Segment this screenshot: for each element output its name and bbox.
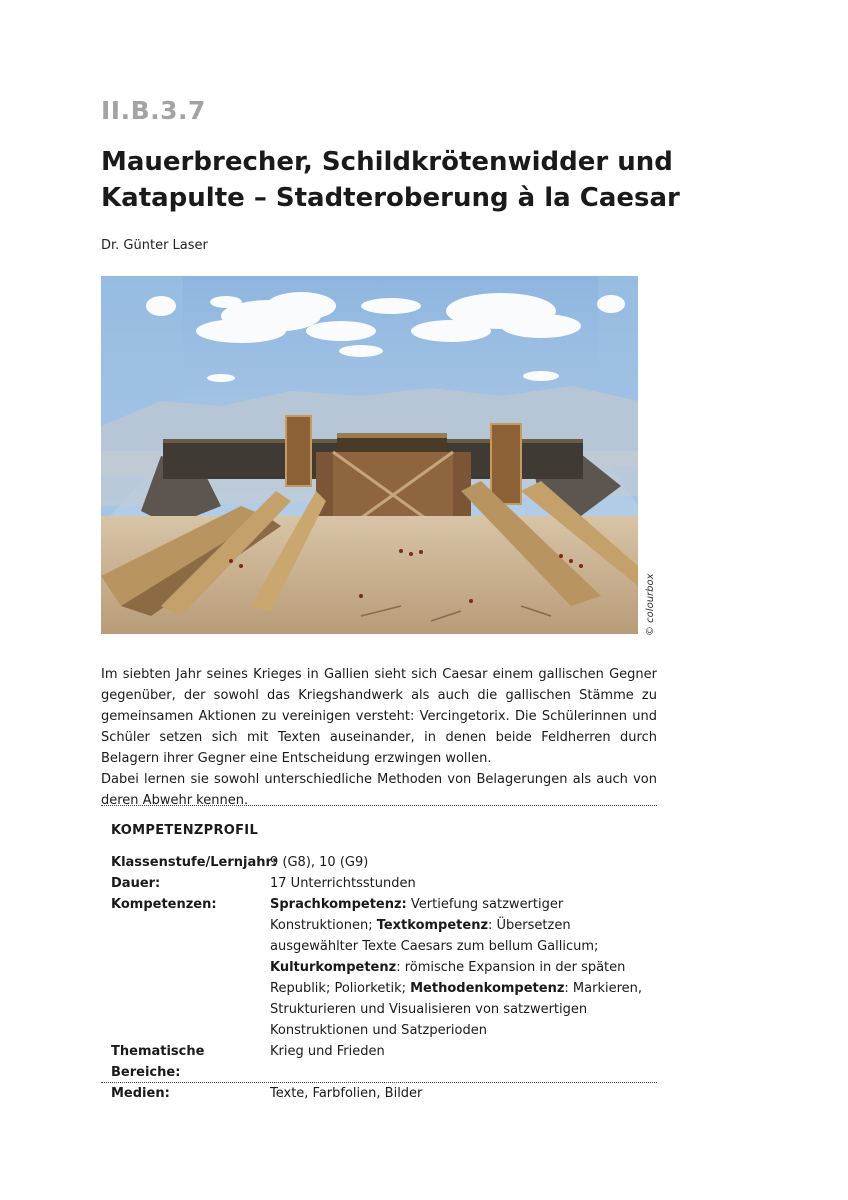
image-credit: © colourbox: [645, 573, 656, 636]
kp-text: : römische Expansion in der späten Republik; Poliorketik;: [270, 960, 626, 996]
kompetenzprofil-table: [111, 852, 646, 1104]
kompetenzprofil-heading: KOMPETENZPROFIL: [111, 823, 259, 838]
kp-row-dauer: [111, 873, 646, 894]
kp-row-thematische-bereiche: [111, 1041, 646, 1083]
kp-label: Kompetenzen:: [111, 897, 217, 912]
intro-paragraph: Dabei lernen sie sowohl unterschiedliche Methoden von Belagerungen als auch von deren Abwehr kennen.: [101, 772, 657, 808]
kp-value: [270, 894, 646, 1041]
kp-term: Methodenkompetenz: [410, 981, 565, 996]
author: Dr. Günter Laser: [101, 238, 208, 253]
intro-text: [101, 664, 657, 811]
kp-text: : Markieren, Strukturieren und Visualisieren von satzwertigen Konstruktionen und Satzperioden: [270, 981, 643, 1038]
kp-label: Medien:: [111, 1086, 170, 1101]
kp-row-medien: [111, 1083, 646, 1104]
kp-value: Texte, Farbfolien, Bilder: [270, 1086, 423, 1101]
kp-value: Krieg und Frieden: [270, 1044, 385, 1059]
kp-term: Textkompetenz: [376, 918, 489, 933]
kp-row-kompetenzen: [111, 894, 646, 1041]
kp-label: Dauer:: [111, 876, 161, 891]
kp-text: : Übersetzen ausgewählter Texte Caesars zum bellum Gallicum;: [270, 918, 599, 954]
divider: [101, 1082, 657, 1083]
kp-text: Vertiefung satzwertiger Konstruktionen;: [270, 897, 564, 933]
kp-row-klassenstufe: [111, 852, 646, 873]
kp-label: Klassenstufe/Lernjahr:: [111, 855, 278, 870]
kp-label: Thematische Bereiche:: [111, 1044, 205, 1080]
kp-value: 17 Unterrichtsstunden: [270, 876, 416, 891]
kp-term: Sprachkompetenz:: [270, 897, 407, 912]
siege-diorama-photo: [101, 276, 638, 634]
kp-value: 9 (G8), 10 (G9): [270, 855, 369, 870]
intro-paragraph: Im siebten Jahr seines Krieges in Gallien sieht sich Caesar einem gallischen Gegner gegenüber, der sowohl das Kriegshandwerk als auch die gallischen Stämme zu gemeinsamen Aktionen zu vereinigen versteht: Vercingetorix. Die Schülerinnen und Schüler setzen sich mit Texten auseinander, in denen beide Feldherren durch Belagern ihrer Gegner eine Entscheidung erzwingen wollen.: [101, 667, 657, 766]
kp-term: Kulturkompetenz: [270, 960, 397, 975]
section-code: II.B.3.7: [101, 96, 206, 125]
divider: [101, 805, 657, 806]
page-title: Mauerbrecher, Schildkrötenwidder und Katapulte – Stadteroberung à la Caesar: [101, 147, 680, 213]
